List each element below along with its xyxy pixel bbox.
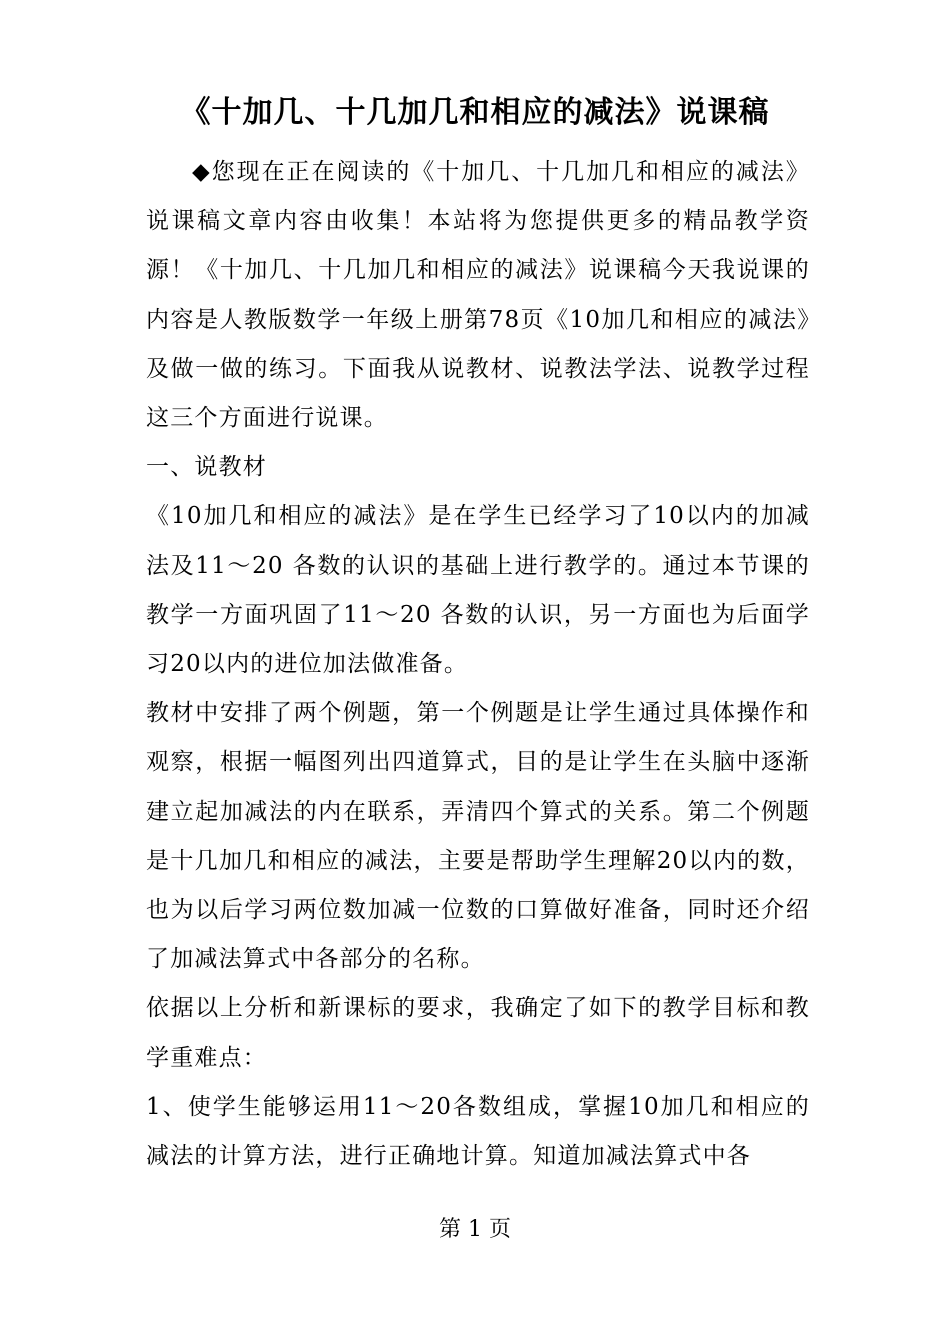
- section-heading: 一、说教材: [146, 454, 267, 481]
- body-paragraph: 教材中安排了两个例题，第一个例题是让学生通过具体操作和观察，根据一幅图列出四道算式，目的是让学生在头脑中逐渐建立起加减法的内在联系，弄清四个算式的关系。第二个例题是十几加几和相应的减法，主要是帮助学生理解20以内的数，也为以后学习两位数加减一位数的口算做好准备，同时还介绍了加减法算式中各部分的名称。: [146, 700, 810, 973]
- page-title: 《十加几、十几加几和相应的减法》说课稿: [180, 95, 770, 130]
- body-paragraph: 《10加几和相应的减法》是在学生已经学习了10以内的加减法及11～20 各数的认识的基础上进行教学的。通过本节课的教学一方面巩固了11～20 各数的认识，另一方面也为后面学习20以内的进位加法做准备。: [146, 503, 810, 678]
- list-item: 1、使学生能够运用11～20各数组成，掌握10加几和相应的减法的计算方法，进行正确地计算。知道加减法算式中各: [146, 1093, 810, 1170]
- page-number: 第 1 页: [439, 1217, 511, 1242]
- body-paragraph: 依据以上分析和新课标的要求，我确定了如下的教学目标和教学重难点：: [146, 995, 810, 1071]
- intro-paragraph: ◆您现在正在阅读的《十加几、十几加几和相应的减法》说课稿文章内容由收集！本站将为您提供更多的精品教学资源！《十加几、十几加几和相应的减法》说课稿今天我说课的内容是人教版数学一年级上册第78页《10加几和相应的减法》及做一做的练习。下面我从说教材、说教法学法、说教学过程这三个方面进行说课。: [146, 159, 810, 432]
- document-body: [146, 148, 810, 1181]
